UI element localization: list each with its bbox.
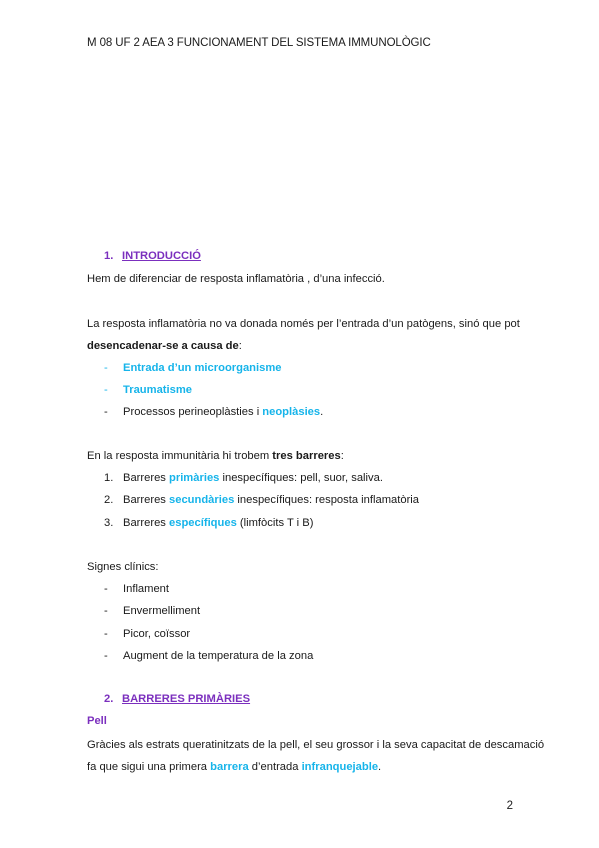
section-number: 2. xyxy=(104,693,114,705)
text-span: Barreres xyxy=(123,472,170,484)
bullet-dash: - xyxy=(104,384,108,396)
bullet-dash: - xyxy=(104,362,108,374)
bold-phrase: tres barreres xyxy=(272,450,341,462)
highlight-word: neoplàsies xyxy=(262,406,321,418)
text-span: . xyxy=(378,761,382,773)
paragraph-line: Gràcies als estrats queratinitzats de la pell, el seu grossor i la seva capacitat de descamació xyxy=(87,739,545,751)
item-number: 1. xyxy=(104,472,114,484)
text-span: d’entrada xyxy=(248,761,302,773)
section-title: INTRODUCCIÓ xyxy=(122,250,201,262)
text-span: inespecífiques: pell, suor, saliva. xyxy=(219,472,383,484)
paragraph-line xyxy=(87,760,381,774)
list-item-text: Picor, coïssor xyxy=(123,628,191,640)
text-span: Processos perineoplàsties i xyxy=(123,406,263,418)
paragraph-line xyxy=(87,449,344,463)
text-span: inespecífiques: resposta inflamatòria xyxy=(234,494,420,506)
bullet-dash: - xyxy=(104,650,108,662)
text-span: Barreres xyxy=(123,517,170,529)
text-span: Barreres xyxy=(123,494,170,506)
section-number: 1. xyxy=(104,250,114,262)
bullet-dash: - xyxy=(104,628,108,640)
list-item-text: Inflament xyxy=(123,583,170,595)
section-heading-barreres-primaries xyxy=(104,693,250,705)
numbered-item-text xyxy=(123,516,313,530)
highlight-word: secundàries xyxy=(169,494,235,506)
highlight-word: específiques xyxy=(169,517,237,529)
highlight-word: primàries xyxy=(169,472,220,484)
list-item-text: Envermelliment xyxy=(123,605,201,617)
text-span: . xyxy=(320,406,324,418)
list-item-text: Augment de la temperatura de la zona xyxy=(123,650,314,662)
bullet-dash: - xyxy=(104,605,108,617)
numbered-item-text xyxy=(123,493,419,507)
item-number: 2. xyxy=(104,494,114,506)
intro-line: Hem de diferenciar de resposta inflamatòria , d’una infecció. xyxy=(87,273,385,285)
bold-phrase: desencadenar-se a causa de xyxy=(87,340,239,352)
section-heading-introduccio xyxy=(104,250,201,262)
bullet-dash: - xyxy=(104,406,108,418)
list-item-text xyxy=(123,405,323,419)
text-span: : xyxy=(340,450,344,462)
section-title: BARRERES PRIMÀRIES xyxy=(122,693,251,705)
subsection-title: Pell xyxy=(87,715,107,727)
list-item-text: Traumatisme xyxy=(123,384,193,396)
paragraph-line xyxy=(87,339,242,353)
list-item-text: Entrada d’un microorganisme xyxy=(123,362,282,374)
bullet-dash: - xyxy=(104,583,108,595)
numbered-item-text xyxy=(123,471,383,485)
page-number: 2 xyxy=(506,800,513,812)
highlight-word: infranquejable xyxy=(301,761,379,773)
text-span: (limfòcits T i B) xyxy=(236,517,314,529)
page-header: M 08 UF 2 AEA 3 FUNCIONAMENT DEL SISTEMA IMMUNOLÒGIC xyxy=(87,37,431,49)
item-number: 3. xyxy=(104,517,114,529)
text-span: fa que sigui una primera xyxy=(87,761,211,773)
text-span: : xyxy=(238,340,242,352)
signs-label: Signes clínics: xyxy=(87,561,159,573)
highlight-word: barrera xyxy=(210,761,249,773)
text-span: En la resposta immunitària hi trobem xyxy=(87,450,273,462)
paragraph-line: La resposta inflamatòria no va donada només per l’entrada d’un patògens, sinó que pot xyxy=(87,318,520,330)
